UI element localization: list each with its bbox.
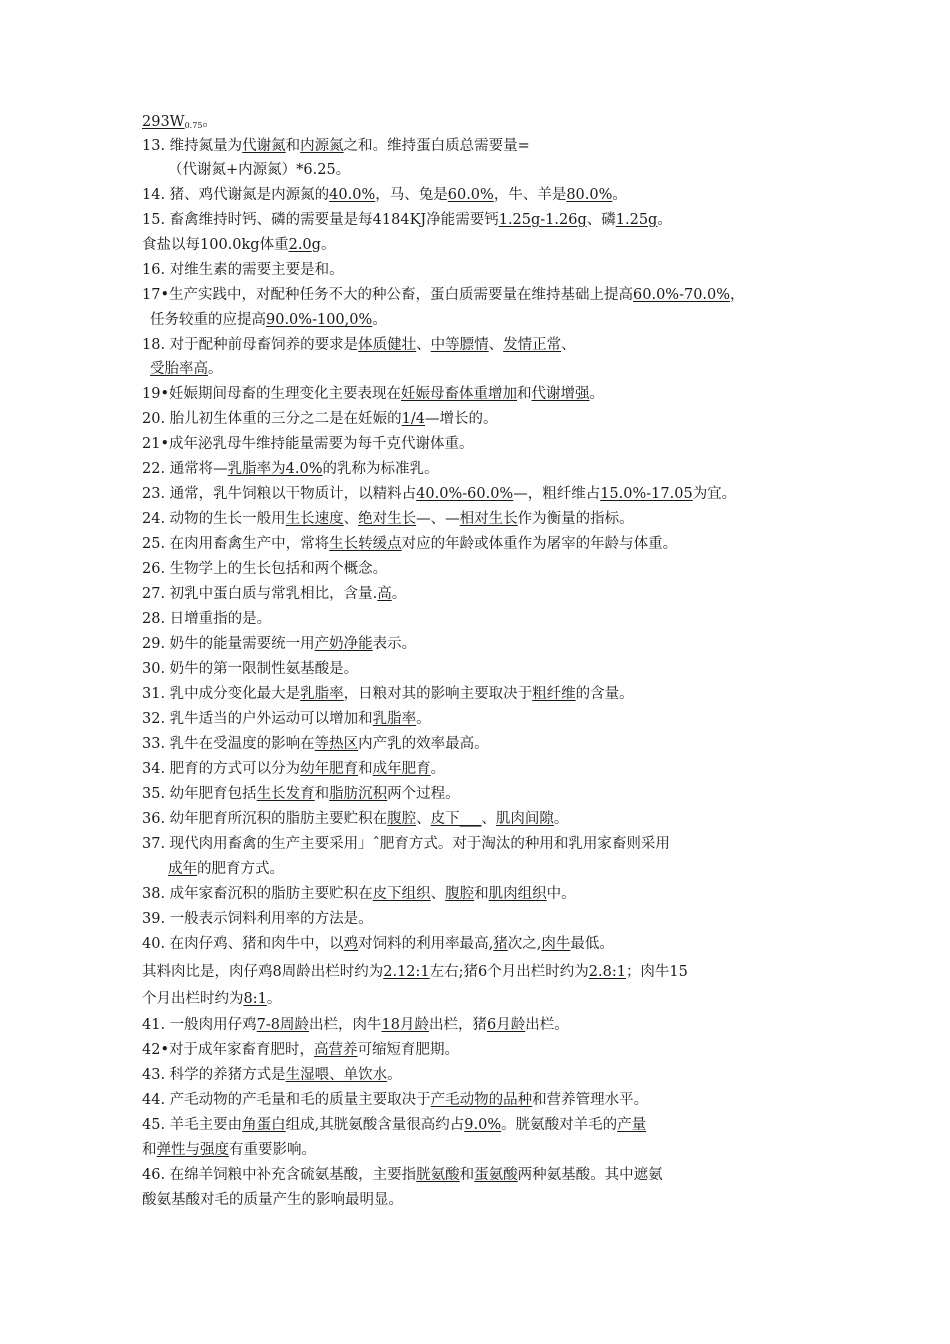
answer: 脂肪沉积 (329, 786, 388, 802)
answer: 肉牛 (541, 936, 571, 952)
line-46: 46. 在绵羊饲粮中补充含硫氨基酸，主要指胱氨酸和蛋氨酸两种氨基酸。其中遮氨 (142, 1167, 663, 1183)
answer: 15.0%-17.05 (600, 486, 693, 502)
answer: 内源氮 (300, 138, 344, 154)
answer: 40.0%-60.0% (416, 486, 514, 502)
answer: 6月龄 (486, 1017, 526, 1033)
line-formula-tail: $293W_{0.75}$。 (142, 114, 217, 130)
line-13: 13. 维持氮量为代谢氮和内源氮之和。维持蛋白质总需要量= (142, 138, 530, 154)
answer: 80.0% (566, 187, 613, 203)
answer: 60.0% (447, 187, 494, 203)
line-17: 17•生产实践中，对配种任务不大的种公畜，蛋白质需要量在维持基础上提高60.0%-70.0%， (142, 287, 745, 303)
line-25: 25. 在肉用畜禽生产中，常将生长转缓点对应的年龄或体重作为屠宰的年龄与体重。 (142, 536, 678, 552)
answer: 乳脂率 (300, 686, 344, 702)
answer: 胱氨酸 (416, 1167, 460, 1183)
line-39: 39. 一般表示饲料利用率的方法是。 (142, 911, 373, 927)
line-37-cont: 成年的肥育方式。 (168, 861, 284, 877)
answer: 代谢增强 (531, 386, 590, 402)
line-44: 44. 产毛动物的产毛量和毛的质量主要取决于产毛动物的品种和营养管理水平。 (142, 1092, 649, 1108)
line-38: 38. 成年家畜沉积的脂肪主要贮积在皮下组织、腹腔和肌肉组织中。 (142, 886, 576, 902)
answer: 生长发育 (256, 786, 315, 802)
line-45-cont: 和弹性与强度有重要影响。 (142, 1142, 316, 1158)
line-32: 32. 乳牛适当的户外运动可以增加和乳脂率。 (142, 711, 431, 727)
line-40: 40. 在肉仔鸡、猪和肉牛中，以鸡对饲料的利用率最高,猪次之,肉牛最低。 (142, 936, 614, 952)
answer: 8:1 (243, 991, 267, 1007)
answer: 幼年肥育 (300, 761, 359, 777)
answer: 相对生长 (459, 511, 518, 527)
answer: 2.8:1 (588, 964, 626, 980)
line-28: 28. 日增重指的是。 (142, 611, 272, 627)
line-26: 26. 生物学上的生长包括和两个概念。 (142, 561, 388, 577)
line-17-cont: 任务较重的应提高90.0%-100,0%。 (150, 312, 387, 328)
line-23: 23. 通常，乳牛饲粮以干物质计，以精料占40.0%-60.0%—，粗纤维占15.0%-17.05为宜。 (142, 486, 737, 502)
answer: 肌肉组织 (488, 886, 547, 902)
line-20: 20. 胎儿初生体重的三分之二是在妊娠的1/4—增长的。 (142, 411, 498, 427)
answer: 18月龄 (381, 1017, 429, 1033)
answer: 皮下___ (430, 811, 482, 827)
answer: 体质健壮 (358, 337, 417, 353)
answer: 代谢氮 (242, 138, 286, 154)
answer: 2.12:1 (383, 964, 430, 980)
answer: 1.25g-1.26g (498, 212, 587, 228)
answer: 40.0% (329, 187, 376, 203)
line-15-cont: 食盐以每100.0kg体重2.0g。 (142, 237, 336, 253)
line-16: 16. 对维生素的需要主要是和。 (142, 262, 344, 278)
line-24: 24. 动物的生长一般用生长速度、绝对生长—、—相对生长作为衡量的指标。 (142, 511, 634, 527)
answer: 皮下组织 (372, 886, 431, 902)
line-15: 15. 畜禽维持时钙、磷的需要量是每4184KJ净能需要钙1.25g-1.26g、磷1.25g。 (142, 212, 672, 228)
line-45: 45. 羊毛主要由角蛋白组成,其胱氨酸含量很高约占9.0%。胱氨酸对羊毛的产量 (142, 1117, 647, 1133)
answer: 等热区 (314, 736, 359, 752)
line-42: 42•对于成年家畜育肥时，高营养可缩短育肥期。 (142, 1042, 460, 1058)
answer: 乳脂率为4.0% (227, 461, 323, 477)
answer: 1.25g (615, 212, 658, 228)
answer: 鸡 (343, 936, 359, 952)
line-21: 21•成年泌乳母牛维持能量需要为每千克代谢体重。 (142, 436, 474, 452)
answer: 粗纤维 (532, 686, 576, 702)
answer: 腹腔 (387, 811, 417, 827)
answer: 7-8周龄 (256, 1017, 310, 1033)
answer: 90.0%-100,0% (266, 312, 373, 328)
line-34: 34. 肥育的方式可以分为幼年肥育和成年肥育。 (142, 761, 446, 777)
answer: 生长速度 (285, 511, 344, 527)
answer: 高营养 (314, 1042, 358, 1058)
answer: 生长转缓点 (329, 536, 402, 552)
line-36: 36. 幼年肥育所沉积的脂肪主要贮积在腹腔、皮下___、肌肉间隙。 (142, 811, 569, 827)
answer: 角蛋白 (242, 1117, 286, 1133)
answer: 产奶净能 (314, 636, 373, 652)
line-27: 27. 初乳中蛋白质与常乳相比，含量.高。 (142, 586, 407, 602)
answer: 生湿喂、单饮水 (285, 1067, 388, 1083)
formula-exponent: 0.75 (184, 121, 203, 130)
answer: 妊娠母畜体重增加 (401, 386, 518, 402)
answer: 1/4 (401, 411, 426, 427)
answer: 中等膘情 (430, 337, 489, 353)
line-35: 35. 幼年肥育包括生长发育和脂肪沉积两个过程。 (142, 786, 460, 802)
answer: 肌肉间隙 (495, 811, 554, 827)
answer: 腹腔 (445, 886, 475, 902)
answer: 绝对生长 (358, 511, 417, 527)
answer: 成年肥育 (372, 761, 431, 777)
answer: 产毛动物的品种 (430, 1092, 533, 1108)
answer: 猪 (493, 936, 508, 952)
line-29: 29. 奶牛的能量需要统一用产奶净能表示。 (142, 636, 417, 652)
line-13-cont: （代谢氮+内源氮）*6.25。 (168, 162, 351, 178)
answer: 受胎率高 (150, 361, 208, 377)
answer: 产量 (617, 1117, 647, 1133)
formula-base: 293W (142, 114, 185, 130)
answer: 9.0% (464, 1117, 502, 1133)
line-43: 43. 科学的养猪方式是生湿喂、单饮水。 (142, 1067, 402, 1083)
answer: 乳脂率 (372, 711, 417, 727)
line-30: 30. 奶牛的第一限制性氨基酸是。 (142, 661, 359, 677)
line-19: 19•妊娠期间母畜的生理变化主要表现在妊娠母畜体重增加和代谢增强。 (142, 386, 605, 402)
line-40-cont2: 个月出栏时约为8:1。 (142, 991, 282, 1007)
line-31: 31. 乳中成分变化最大是乳脂率，日粮对其的影响主要取决于粗纤维的含量。 (142, 686, 634, 702)
line-22: 22. 通常将—乳脂率为4.0%的乳称为标准乳。 (142, 461, 439, 477)
line-18: 18. 对于配种前母畜饲养的要求是体质健壮、中等膘情、发情正常、 (142, 337, 576, 353)
answer: 2.0 (288, 237, 312, 253)
line-41: 41. 一般肉用仔鸡7-8周龄出栏，肉牛18月龄出栏，猪6月龄出栏。 (142, 1017, 569, 1033)
answer: 弹性与强度 (156, 1142, 229, 1158)
answer: 蛋氨酸 (474, 1167, 518, 1183)
answer: 高 (377, 586, 392, 602)
line-18-cont: 受胎率高。 (150, 361, 223, 377)
answer: 成年 (168, 861, 197, 877)
line-37: 37. 现代肉用畜禽的生产主要采用」ˆ肥育方式。对于淘汰的种用和乳用家畜则采用 (142, 836, 670, 852)
line-40-cont: 其料肉比是，肉仔鸡8周龄出栏时约为2.12:1左右;猪6个月出栏时约为2.8:1；肉牛15 (142, 964, 688, 980)
line-14: 14. 猪、鸡代谢氮是内源氮的40.0%，马、兔是60.0%，牛、羊是80.0%。 (142, 187, 627, 203)
line-33: 33. 乳牛在受温度的影响在等热区内产乳的效率最高。 (142, 736, 489, 752)
line-46-cont: 酸氨基酸对毛的质量产生的影响最明显。 (142, 1192, 403, 1208)
answer: 60.0%-70.0% (633, 287, 731, 303)
answer: 发情正常 (503, 337, 562, 353)
